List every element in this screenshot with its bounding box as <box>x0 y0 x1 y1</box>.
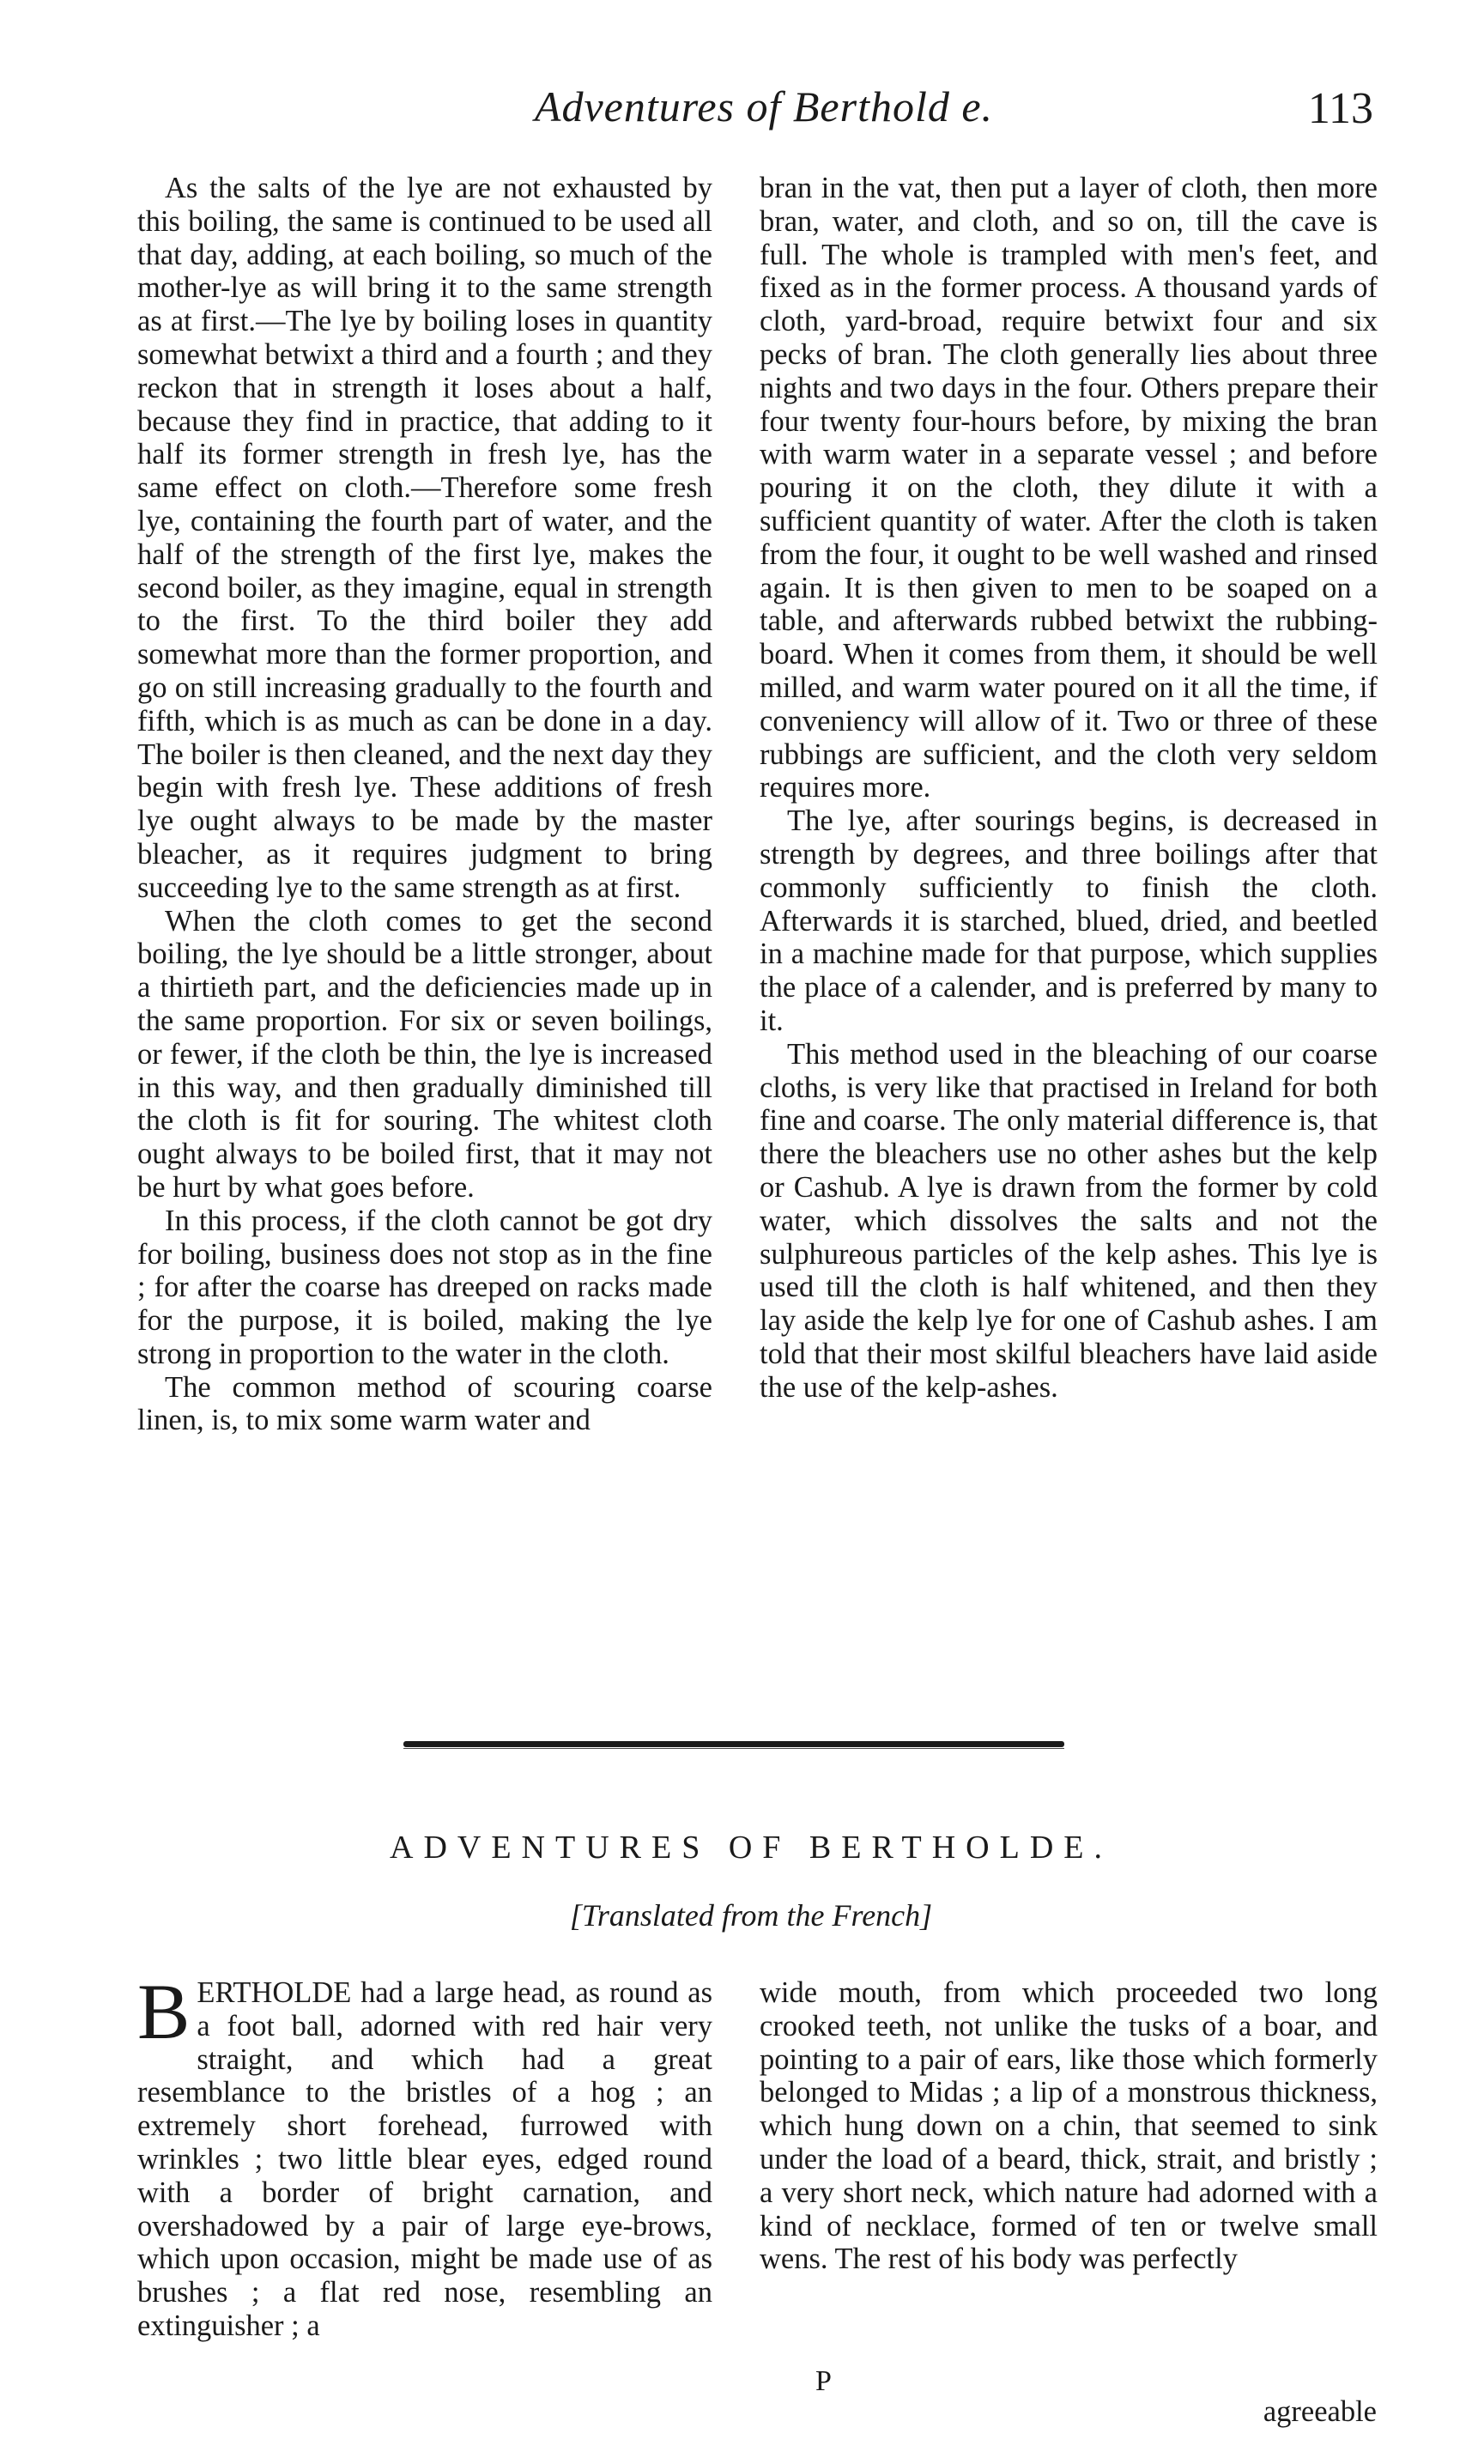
section-divider-hairline <box>403 1748 1064 1749</box>
article-right-column <box>760 1976 1378 2276</box>
paragraph: When the cloth comes to get the second boiling, the lye should be a little stronger, about a thirtieth part, and the deficiencies made up in the same proportion. For six or seven boilings, or fewer, if the cloth be thin, the lye is increased in this way, and then gradually diminished till the cloth is fit for souring. The whitest cloth ought always to be boiled first, that it may not be hurt by what goes before. <box>137 904 712 1204</box>
section-divider <box>403 1741 1064 1747</box>
signature-mark: P <box>815 2365 832 2397</box>
paragraph: As the salts of the lye are not exhausted by this boiling, the same is continued to be used all that day, adding, at each boiling, so much of the mother-lye as will bring it to the same strength as at first.—The lye by boiling loses in quantity somewhat betwixt a third and a fourth ; and they reckon that in strength it loses about a half, because they find in practice, that adding to it half its former strength in fresh lye, has the same effect on cloth.—Therefore some fresh lye, containing the fourth part of water, and the half of the strength of the first lye, makes the second boiler, as they imagine, equal in strength to the first. To the third boiler they add somewhat more than the former proportion, and go on still increasing gradually to the fourth and fifth, which is as much as can be done in a day. The boiler is then cleaned, and the next day they begin with fresh lye. These additions of fresh lye ought always to be made by the master bleacher, as it requires judgment to bring succeeding lye to the same strength as at first. <box>137 172 712 904</box>
paragraph: ERTHOLDE had a large head, as round as a foot ball, adorned with red hair very straight, and which had a great resemblance to the bristles of a hog ; an extremely short forehead, furrowed with wrinkles ; two little blear eyes, edged round with a border of bright carnation, and overshadowed by a pair of large eye-brows, which upon occasion, might be made use of as brushes ; a flat red nose, resembling an extinguisher ; a <box>137 1976 712 2342</box>
page-number: 113 <box>1307 84 1373 133</box>
paragraph: In this process, if the cloth cannot be got dry for boiling, business does not stop as in the fine ; for after the coarse has dreeped on racks made for the purpose, it is boiled, making the lye strong in proportion to the water in the cloth. <box>137 1204 712 1370</box>
top-right-column <box>760 172 1378 1404</box>
top-left-column <box>137 172 712 1437</box>
article-subtitle: [Translated from the French] <box>569 1898 933 1933</box>
paragraph: The common method of scouring coarse linen, is, to mix some warm water and <box>137 1370 712 1437</box>
paragraph: bran in the vat, then put a layer of cloth, then more bran, water, and cloth, and so on, till the cave is full. The whole is trampled with men's feet, and fixed as in the former process. A thousand yards of cloth, yard-broad, require betwixt four and six pecks of bran. The cloth generally lies about three nights and two days in the four. Others prepare their four twenty four-hours before, by mixing the bran with warm water in a separate vessel ; and before pouring it on the cloth, they dilute it with a sufficient quantity of water. After the cloth is taken from the four, it ought to be well washed and rinsed again. It is then given to men to be soaped on a table, and afterwards rubbed betwixt the rubbing-board. When it comes from them, it should be well milled, and warm water poured on it all the time, if conveniency will allow of it. Two or three of these rubbings are sufficient, and the cloth very seldom requires more. <box>760 172 1378 804</box>
running-head <box>154 82 1373 142</box>
running-title: Adventures of Berthold e. <box>534 82 994 130</box>
paragraph: The lye, after sourings begins, is decreased in strength by degrees, and three boilings after that commonly sufficiently to finish the cloth. Afterwards it is starched, blued, dried, and beetled in a machine made for that purpose, which supplies the place of a calender, and is preferred by many to it. <box>760 804 1378 1037</box>
paragraph: wide mouth, from which proceeded two long crooked teeth, not unlike the tusks of a boar, and pointing to a pair of ears, like those which formerly belonged to Midas ; a lip of a monstrous thickness, which hung down on a chin, that seemed to sink under the load of a beard, thick, strait, and bristly ; a very short neck, which nature had adorned with a kind of necklace, formed of ten or twelve small wens. The rest of his body was perfectly <box>760 1976 1378 2276</box>
paragraph: This method used in the bleaching of our coarse cloths, is very like that practised in Ireland for both fine and coarse. The only material difference is, that there the bleachers use no other ashes but the kelp or Cashub. A lye is drawn from the former by cold water, which dissolves the salts and not the sulphureous particles of the kelp ashes. This lye is used till the cloth is half whitened, and then they lay aside the kelp lye for one of Cashub ashes. I am told that their most skilful bleachers have laid aside the use of the kelp-ashes. <box>760 1037 1378 1404</box>
article-title: ADVENTURES OF BERTHOLDE. <box>390 1830 1112 1866</box>
drop-cap: B <box>137 1968 191 2055</box>
article-left-column <box>137 1968 712 2343</box>
catchword: agreeable <box>1263 2395 1377 2428</box>
